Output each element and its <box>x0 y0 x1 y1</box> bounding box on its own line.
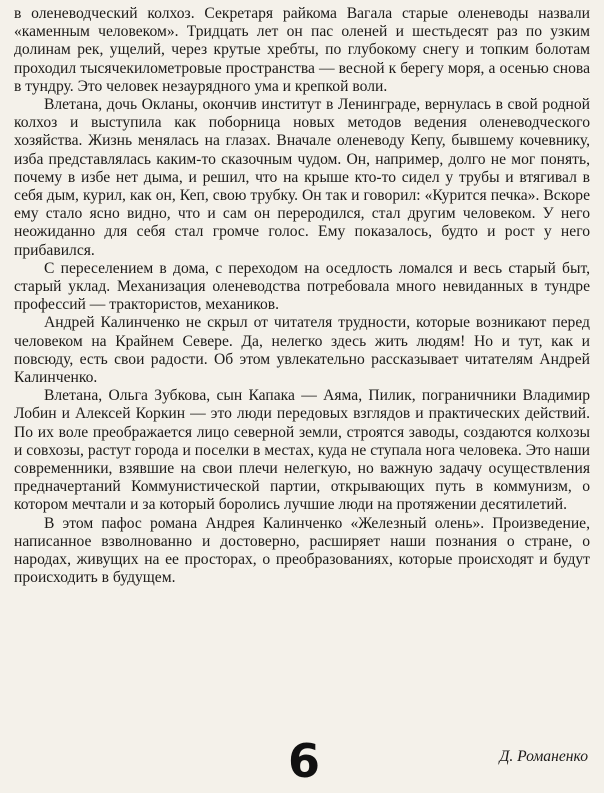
paragraph-2: Влетана, дочь Окланы, окончив институт в Ленинграде, вернулась в свой родной колхоз и выступила как поборница новых методов ведения оленеводческого хозяйства. Жизнь менялась на глазах. Вначале оленеводу Кепу, бывшему кочевнику, изба представлялась каким-то сказочным чудом. Он, например, долго не мог понять, почему в избе нет дыма, и решил, что на крыше кто-то сидел у трубы и втягивал в себя дым, курил, как он, Кеп, свою трубку. Он так и говорил: «Курится печка». Вскоре ему стало ясно видно, что и сам он переродился, стал другим человеком. У него неожиданно для себя стал громче голос. Ему показалось, будто и рост у него прибавился. <box>14 96 590 259</box>
author-signature: Д. Романенко <box>499 748 588 765</box>
paragraph-4: Андрей Калинченко не скрыл от читателя трудности, которые возникают перед человеком на Крайнем Севере. Да, нелегко здесь жить людям! Но и тут, как и повсюду, есть свои радости. Об этом увлекательно рассказывает читателям Андрей Калинченко. <box>14 314 590 387</box>
article-text <box>14 5 590 588</box>
paragraph-5: Влетана, Ольга Зубкова, сын Капака — Аяма, Пилик, пограничники Владимир Лобин и Алексей Коркин — это люди передовых взглядов и практических действий. По их воле преображается лицо северной земли, строятся заводы, создаются колхозы и совхозы, растут города и поселки в местах, куда не ступала нога человека. Это наши современники, взявшие на свои плечи нелегкую, но важную задачу осуществления предначертаний Коммунистической партии, открывающих путь в коммунизм, о котором мечтали и за который боролись лучшие люди на протяжении десятилетий. <box>14 387 590 514</box>
page-footer <box>0 734 604 788</box>
paragraph-1: в оленеводческий колхоз. Секретаря райкома Вагала старые оленеводы назвали «каменным человеком». Тридцать лет он пас оленей и шестьдесят раз по узким долинам рек, ущелий, через крутые хребты, по глубокому снегу и топким болотам проходил тысячекилометровые пространства — весной к берегу моря, а осенью снова в тундру. Это человек незаурядного ума и крепкой воли. <box>14 5 590 95</box>
paragraph-3: С переселением в дома, с переходом на оседлость ломался и весь старый быт, старый уклад. Механизация оленеводства потребовала много невиданных в тундре профессий — трактористов, механиков. <box>14 259 590 314</box>
paragraph-6: В этом пафос романа Андрея Калинченко «Железный олень». Произведение, написанное взволнованно и достоверно, расширяет наши познания о стране, о народах, живущих на ее просторах, о преобразованиях, которые происходят и будут происходить в будущем. <box>14 514 590 587</box>
page-number: 6 <box>288 734 321 788</box>
